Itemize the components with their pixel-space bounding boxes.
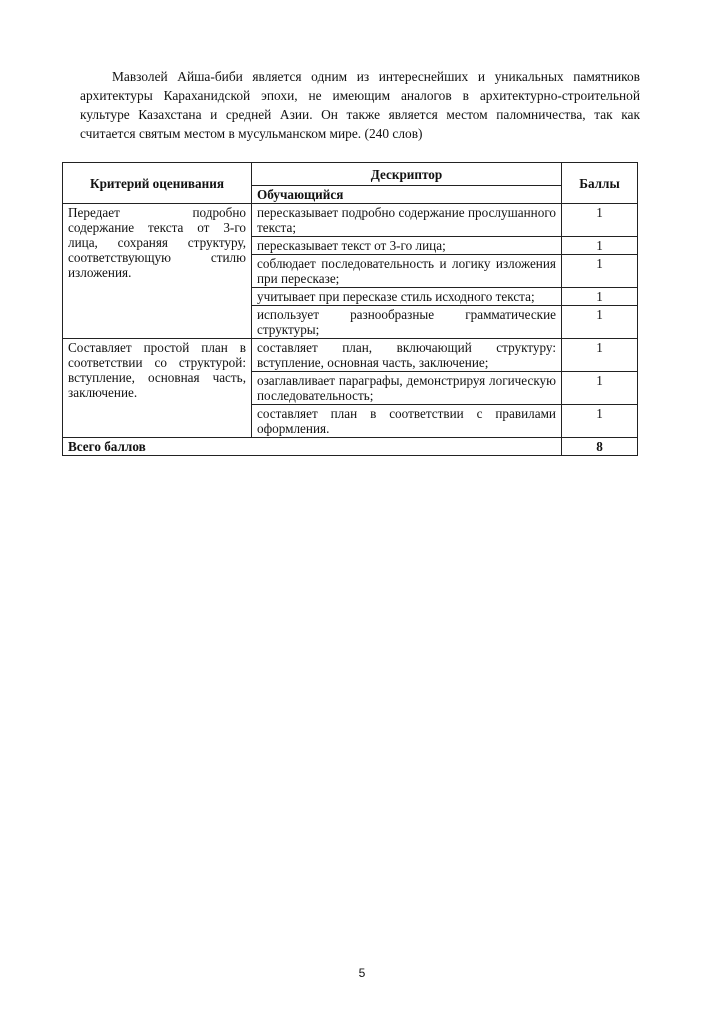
score-cell: 1 (562, 237, 638, 255)
header-score: Баллы (562, 163, 638, 204)
table-row (63, 204, 638, 237)
descriptor-cell: учитывает при пересказе стиль исходного текста; (252, 288, 562, 306)
intro-text: Мавзолей Айша-биби является одним из интереснейших и уникальных памятников архитектуры Караханидской эпохи, не имеющим аналогов в архитектурно-строительной культуре Казахстана и средней Азии. Он также является местом паломничества, так как считается святым местом в мусульманском мире. (240 слов) (80, 69, 640, 141)
score-cell: 1 (562, 204, 638, 237)
score-cell: 1 (562, 405, 638, 438)
descriptor-cell: использует разнообразные грамматические структуры; (252, 306, 562, 339)
descriptor-cell: пересказывает подробно содержание прослушанного текста; (252, 204, 562, 237)
descriptor-cell: составляет план, включающий структуру: вступление, основная часть, заключение; (252, 339, 562, 372)
score-cell: 1 (562, 339, 638, 372)
descriptor-cell: составляет план в соответствии с правилами оформления. (252, 405, 562, 438)
score-cell: 1 (562, 255, 638, 288)
descriptor-cell: соблюдает последовательность и логику изложения при пересказе; (252, 255, 562, 288)
criterion-cell: Составляет простой план в соответствии со структурой: вступление, основная часть, заключение. (63, 339, 252, 438)
criterion-cell: Передает подробно содержание текста от 3-го лица, сохраняя структуру, соответствующую стилю изложения. (63, 204, 252, 339)
descriptor-cell: пересказывает текст от 3-го лица; (252, 237, 562, 255)
table-row (63, 339, 638, 372)
intro-paragraph (80, 67, 640, 143)
total-label: Всего баллов (63, 438, 562, 456)
header-criterion: Критерий оценивания (63, 163, 252, 204)
table-header-row (63, 163, 638, 186)
descriptor-cell: озаглавливает параграфы, демонстрируя логическую последовательность; (252, 372, 562, 405)
page-number: 5 (358, 966, 366, 980)
subheader-student: Обучающийся (252, 186, 562, 204)
score-cell: 1 (562, 306, 638, 339)
header-descriptor: Дескриптор (252, 163, 562, 186)
score-cell: 1 (562, 372, 638, 405)
score-cell: 1 (562, 288, 638, 306)
assessment-table (62, 162, 638, 456)
total-row (63, 438, 638, 456)
total-value: 8 (562, 438, 638, 456)
